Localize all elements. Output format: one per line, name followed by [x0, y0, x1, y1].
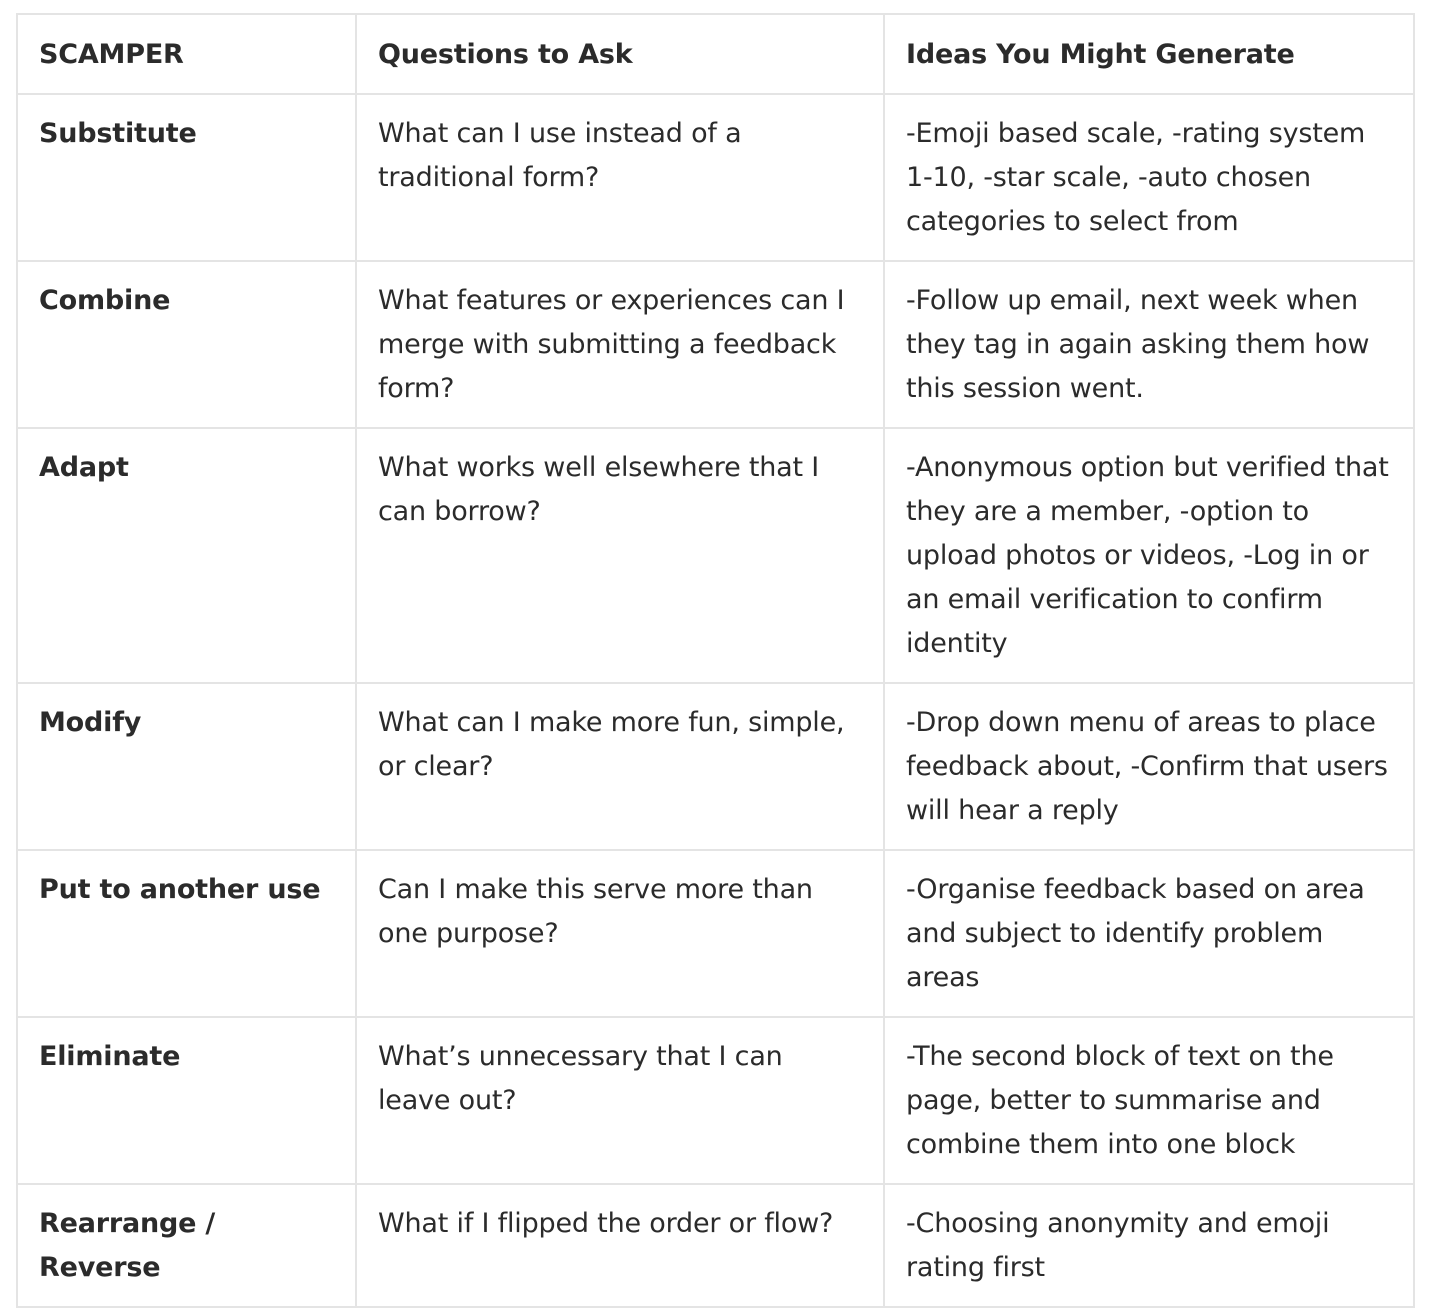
header-questions: Questions to Ask: [356, 14, 884, 94]
table-row: [17, 94, 1414, 261]
row-term: Adapt: [17, 428, 356, 683]
table-row: [17, 1184, 1414, 1307]
row-term: Rearrange / Reverse: [17, 1184, 356, 1307]
row-term: Modify: [17, 683, 356, 850]
table-header: [17, 14, 1414, 94]
row-question: What can I use instead of a traditional form?: [356, 94, 884, 261]
row-term: Eliminate: [17, 1017, 356, 1184]
row-question: Can I make this serve more than one purpose?: [356, 850, 884, 1017]
row-question: What if I flipped the order or flow?: [356, 1184, 884, 1307]
row-ideas: -Emoji based scale, -rating system 1-10, -star scale, -auto chosen categories to select from: [884, 94, 1414, 261]
row-ideas: -Choosing anonymity and emoji rating first: [884, 1184, 1414, 1307]
row-ideas: -Follow up email, next week when they tag in again asking them how this session went.: [884, 261, 1414, 428]
scamper-table: [16, 13, 1415, 1308]
row-term: Put to another use: [17, 850, 356, 1017]
row-question: What features or experiences can I merge with submitting a feedback form?: [356, 261, 884, 428]
table-body: [17, 94, 1414, 1307]
row-ideas: -Organise feedback based on area and subject to identify problem areas: [884, 850, 1414, 1017]
header-row: [17, 14, 1414, 94]
row-question: What can I make more fun, simple, or clear?: [356, 683, 884, 850]
table-row: [17, 1017, 1414, 1184]
row-question: What works well elsewhere that I can borrow?: [356, 428, 884, 683]
table-row: [17, 428, 1414, 683]
row-term: Substitute: [17, 94, 356, 261]
header-ideas: Ideas You Might Generate: [884, 14, 1414, 94]
row-term: Combine: [17, 261, 356, 428]
header-scamper: SCAMPER: [17, 14, 356, 94]
row-ideas: -The second block of text on the page, better to summarise and combine them into one block: [884, 1017, 1414, 1184]
row-ideas: -Drop down menu of areas to place feedback about, -Confirm that users will hear a reply: [884, 683, 1414, 850]
row-question: What’s unnecessary that I can leave out?: [356, 1017, 884, 1184]
table-row: [17, 683, 1414, 850]
row-ideas: -Anonymous option but verified that they are a member, -option to upload photos or videos, -Log in or an email verification to confirm identity: [884, 428, 1414, 683]
table-row: [17, 261, 1414, 428]
table-row: [17, 850, 1414, 1017]
